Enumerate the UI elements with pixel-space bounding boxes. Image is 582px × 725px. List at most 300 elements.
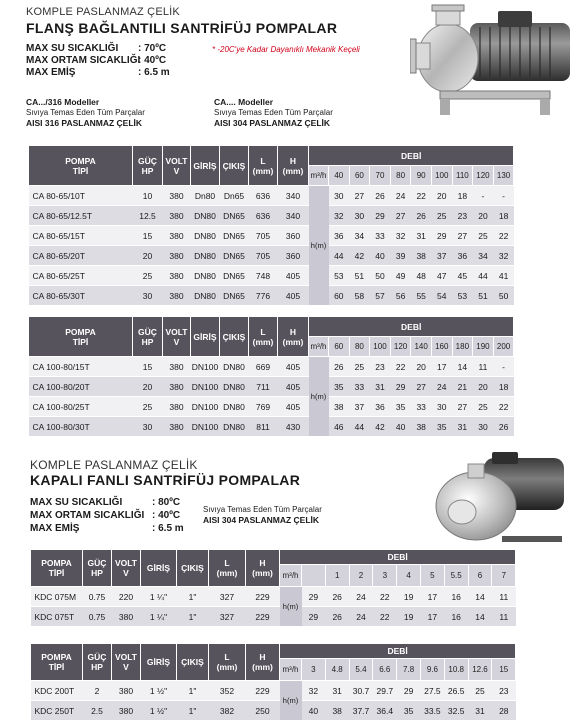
cell-head: 30: [473, 417, 494, 437]
spec-row: MAX SU SICAKLIĞI : 80ºC: [30, 497, 181, 508]
cell-head: 20: [473, 377, 494, 397]
unit-hm: h(m): [309, 357, 329, 437]
cell-head: 17: [420, 607, 444, 627]
flow-header: 80: [390, 166, 411, 186]
cell-out: 1": [177, 607, 209, 627]
cell-head: 42: [349, 246, 370, 266]
cell-head: 54: [431, 286, 452, 306]
cell-head: -: [493, 186, 514, 206]
col-giris: GİRİŞ: [191, 317, 220, 357]
cell-l: 636: [249, 206, 278, 226]
spec-row: MAX ORTAM SICAKLIĞI: 40ºC: [26, 55, 167, 66]
col-guc: GÜÇ HP: [83, 550, 112, 587]
flow-header: 120: [390, 337, 411, 357]
cell-volt: 380: [163, 286, 191, 306]
table-row: [29, 357, 514, 377]
cell-hp: 20: [133, 246, 163, 266]
cell-head: 32: [302, 681, 326, 701]
cell-head: 24: [349, 587, 373, 607]
cell-head: 41: [493, 266, 514, 286]
cell-volt: 380: [163, 417, 191, 437]
col-volt: VOLT V: [112, 644, 141, 681]
cell-head: 34: [349, 226, 370, 246]
cell-head: 20: [473, 206, 494, 226]
cell-head: 22: [390, 357, 411, 377]
cell-name: KDC 075T: [31, 607, 83, 627]
cell-name: KDC 250T: [31, 701, 83, 721]
flow-header: 3: [373, 565, 397, 587]
section1-specs: [26, 43, 170, 79]
flow-header: 140: [411, 337, 432, 357]
cell-head: 50: [370, 266, 391, 286]
cell-out: DN80: [220, 377, 249, 397]
cell-head: 33: [370, 226, 391, 246]
cell-in: DN80: [191, 226, 220, 246]
table-kdc-200-250: [30, 643, 516, 721]
flange-pump-image: [410, 3, 580, 118]
cell-hp: 0.75: [83, 587, 112, 607]
unit-hm: h(m): [280, 587, 302, 627]
cell-hp: 2: [83, 681, 112, 701]
cell-head: 36: [452, 246, 473, 266]
spec-row: MAX EMİŞ : 6.5 m: [26, 67, 170, 78]
col-guc: GÜÇ HP: [83, 644, 112, 681]
cell-out: DN65: [220, 226, 249, 246]
cell-hp: 20: [133, 377, 163, 397]
cell-l: 769: [249, 397, 278, 417]
flow-header: 7.8: [397, 659, 421, 681]
cell-head: 23: [492, 681, 516, 701]
cell-l: 669: [249, 357, 278, 377]
cell-head: 24: [390, 186, 411, 206]
cell-head: 22: [373, 607, 397, 627]
col-cikis: ÇIKIŞ: [220, 146, 249, 186]
cell-head: 17: [431, 357, 452, 377]
cell-head: 25: [431, 206, 452, 226]
cell-head: 20: [411, 357, 432, 377]
cell-head: 51: [473, 286, 494, 306]
col-debi: DEBİ: [309, 146, 514, 166]
cell-head: 46: [329, 417, 350, 437]
cell-head: 35: [329, 377, 350, 397]
cell-head: 32.5: [444, 701, 468, 721]
cell-volt: 220: [112, 587, 141, 607]
col-pompa: POMPA TİPİ: [31, 550, 83, 587]
cell-head: 51: [349, 266, 370, 286]
cell-head: 22: [411, 186, 432, 206]
cell-head: 16: [444, 607, 468, 627]
spec-row: MAX SU SICAKLIĞI : 70ºC: [26, 43, 167, 54]
cell-head: 30: [329, 186, 350, 206]
flow-header: 5.4: [349, 659, 373, 681]
cell-out: 1": [177, 681, 209, 701]
cell-name: CA 80-65/15T: [29, 226, 133, 246]
table-ca-100-80: [28, 316, 514, 437]
cell-in: 1 ¼": [141, 587, 177, 607]
cell-head: 35: [390, 397, 411, 417]
cell-head: 31: [411, 226, 432, 246]
flow-header: 2: [349, 565, 373, 587]
cell-h: 430: [278, 417, 309, 437]
cell-volt: 380: [163, 226, 191, 246]
cell-hp: 25: [133, 397, 163, 417]
table-ca-80-65: [28, 145, 514, 306]
cell-head: 14: [468, 607, 492, 627]
cell-head: 53: [329, 266, 350, 286]
cell-head: 27: [452, 226, 473, 246]
table-row: [31, 587, 516, 607]
col-pompa: POMPA TİPİ: [29, 146, 133, 186]
cell-head: 57: [370, 286, 391, 306]
cell-head: 29: [431, 226, 452, 246]
cell-head: 31: [452, 417, 473, 437]
col-pompa: POMPA TİPİ: [31, 644, 83, 681]
cell-head: 44: [349, 417, 370, 437]
table-row: [29, 266, 514, 286]
unit-m3h: m³/h: [280, 659, 302, 681]
flow-header: 180: [452, 337, 473, 357]
col-giris: GİRİŞ: [141, 644, 177, 681]
cell-head: 50: [493, 286, 514, 306]
flow-header: 90: [411, 166, 432, 186]
section2-title: KAPALI FANLI SANTRİFÜJ POMPALAR: [30, 472, 301, 488]
unit-m3h: m³/h: [280, 565, 302, 587]
flow-header: 60: [329, 337, 350, 357]
table-row: [31, 701, 516, 721]
cell-head: 35: [397, 701, 421, 721]
flow-header: 4.8: [325, 659, 349, 681]
cell-l: 327: [209, 607, 246, 627]
cell-head: 11: [492, 587, 516, 607]
cell-h: 405: [278, 377, 309, 397]
cell-head: 32: [390, 226, 411, 246]
col-guc: GÜÇ HP: [133, 146, 163, 186]
cell-head: 11: [473, 357, 494, 377]
cell-h: 340: [278, 186, 309, 206]
cell-head: 31: [370, 377, 391, 397]
cell-in: DN80: [191, 286, 220, 306]
cell-volt: 380: [112, 681, 141, 701]
cell-in: 1 ½": [141, 701, 177, 721]
cell-h: 229: [246, 607, 280, 627]
cell-head: 33.5: [420, 701, 444, 721]
cell-l: 705: [249, 226, 278, 246]
cell-out: 1": [177, 587, 209, 607]
flow-header: 6.6: [373, 659, 397, 681]
cell-head: 44: [329, 246, 350, 266]
cell-h: 360: [278, 226, 309, 246]
flow-header: 130: [493, 166, 514, 186]
spec-row: MAX ORTAM SICAKLIĞI : 40ºC: [30, 510, 181, 521]
cell-in: DN80: [191, 206, 220, 226]
col-h: H (mm): [246, 644, 280, 681]
col-l: L (mm): [209, 550, 246, 587]
cell-hp: 12.5: [133, 206, 163, 226]
cell-head: 38: [325, 701, 349, 721]
cell-h: 405: [278, 397, 309, 417]
cell-head: 37: [431, 246, 452, 266]
cell-head: 29: [397, 681, 421, 701]
model-block-316: CA.../316 Modeller Sıvıya Temas Eden Tüm Parçalar AISI 316 PASLANMAZ ÇELİK: [26, 97, 145, 128]
cell-head: 26.5: [444, 681, 468, 701]
flow-header: 70: [370, 166, 391, 186]
cell-h: 229: [246, 587, 280, 607]
unit-hm: h(m): [280, 681, 302, 721]
cell-head: 14: [468, 587, 492, 607]
cell-head: -: [473, 186, 494, 206]
cell-head: 60: [329, 286, 350, 306]
flow-header: 3: [302, 659, 326, 681]
cell-head: 23: [370, 357, 391, 377]
col-h: H (mm): [278, 317, 309, 357]
cell-name: CA 80-65/12.5T: [29, 206, 133, 226]
cell-h: 340: [278, 206, 309, 226]
cell-volt: 380: [163, 206, 191, 226]
cell-head: 27: [411, 377, 432, 397]
table-row: [31, 607, 516, 627]
cell-head: 22: [373, 587, 397, 607]
col-volt: VOLT V: [163, 146, 191, 186]
cell-hp: 30: [133, 417, 163, 437]
flow-header: 5.5: [444, 565, 468, 587]
cell-head: 36.4: [373, 701, 397, 721]
model-block-kdc: Sıvıya Temas Eden Tüm Parçalar AISI 304 PASLANMAZ ÇELİK: [203, 505, 322, 525]
cell-volt: 380: [163, 357, 191, 377]
flow-header: 60: [349, 166, 370, 186]
cell-head: -: [493, 357, 514, 377]
cell-h: 250: [246, 701, 280, 721]
table-row: [29, 417, 514, 437]
table-row: [29, 286, 514, 306]
cell-head: 25: [468, 681, 492, 701]
cell-head: 27.5: [420, 681, 444, 701]
col-cikis: ÇIKIŞ: [177, 644, 209, 681]
cell-name: CA 100-80/25T: [29, 397, 133, 417]
col-h: H (mm): [278, 146, 309, 186]
cell-in: DN100: [191, 397, 220, 417]
model-block-304: CA.... Modeller Sıvıya Temas Eden Tüm Parçalar AISI 304 PASLANMAZ ÇELİK: [214, 97, 333, 128]
cell-hp: 15: [133, 226, 163, 246]
flow-header: [302, 565, 326, 587]
col-debi: DEBİ: [309, 317, 514, 337]
cell-hp: 15: [133, 357, 163, 377]
cell-l: 705: [249, 246, 278, 266]
cell-head: 22: [493, 226, 514, 246]
flow-header: 80: [349, 337, 370, 357]
flow-header: 1: [325, 565, 349, 587]
cell-head: 29: [390, 377, 411, 397]
cell-head: 38: [411, 246, 432, 266]
cell-h: 405: [278, 357, 309, 377]
cell-head: 37: [349, 397, 370, 417]
flow-header: 100: [431, 166, 452, 186]
cell-volt: 380: [163, 266, 191, 286]
cell-l: 711: [249, 377, 278, 397]
section2-subtitle: KOMPLE PASLANMAZ ÇELİK: [30, 458, 198, 472]
flow-header: 15: [492, 659, 516, 681]
col-debi: DEBİ: [280, 644, 516, 659]
col-guc: GÜÇ HP: [133, 317, 163, 357]
cell-in: DN80: [191, 246, 220, 266]
cell-head: 40: [370, 246, 391, 266]
cell-head: 17: [420, 587, 444, 607]
cell-head: 33: [411, 397, 432, 417]
cell-in: DN80: [191, 266, 220, 286]
flow-header: 190: [473, 337, 494, 357]
cell-head: 35: [431, 417, 452, 437]
cell-name: CA 80-65/30T: [29, 286, 133, 306]
cell-hp: 2.5: [83, 701, 112, 721]
table-row: [29, 186, 514, 206]
cell-head: 25: [349, 357, 370, 377]
cell-in: 1 ½": [141, 681, 177, 701]
unit-m3h: m³/h: [309, 166, 329, 186]
flow-header: 5: [420, 565, 444, 587]
cell-in: DN100: [191, 357, 220, 377]
cell-head: 18: [493, 377, 514, 397]
cell-in: Dn80: [191, 186, 220, 206]
cell-l: 327: [209, 587, 246, 607]
cell-head: 39: [390, 246, 411, 266]
cell-head: 38: [329, 397, 350, 417]
cell-head: 19: [397, 607, 421, 627]
section2-specs: [30, 496, 184, 535]
cell-head: 31: [325, 681, 349, 701]
flow-header: 40: [329, 166, 350, 186]
cell-head: 32: [329, 206, 350, 226]
col-cikis: ÇIKIŞ: [220, 317, 249, 357]
flow-header: 10.8: [444, 659, 468, 681]
unit-hm: h(m): [309, 186, 329, 306]
spec-row: MAX EMİŞ : 6.5 m: [30, 523, 184, 534]
col-l: L (mm): [249, 146, 278, 186]
cell-name: KDC 075M: [31, 587, 83, 607]
col-giris: GİRİŞ: [141, 550, 177, 587]
flow-header: 7: [492, 565, 516, 587]
cell-head: 24: [349, 607, 373, 627]
cell-out: DN80: [220, 417, 249, 437]
cell-head: 56: [390, 286, 411, 306]
cell-hp: 30: [133, 286, 163, 306]
cell-volt: 380: [112, 701, 141, 721]
cell-in: 1 ¼": [141, 607, 177, 627]
cell-hp: 0.75: [83, 607, 112, 627]
section1-subtitle: KOMPLE PASLANMAZ ÇELİK: [26, 6, 180, 18]
cell-head: 29: [302, 587, 326, 607]
flow-header: 6: [468, 565, 492, 587]
cell-head: 29: [302, 607, 326, 627]
cell-out: DN65: [220, 246, 249, 266]
cell-l: 352: [209, 681, 246, 701]
cell-head: 55: [411, 286, 432, 306]
flow-header: 110: [452, 166, 473, 186]
cell-head: 47: [431, 266, 452, 286]
flow-header: 100: [370, 337, 391, 357]
cell-out: DN80: [220, 397, 249, 417]
cell-volt: 380: [112, 607, 141, 627]
cell-head: 29: [370, 206, 391, 226]
cell-head: 30.7: [349, 681, 373, 701]
cell-head: 16: [444, 587, 468, 607]
cell-head: 33: [349, 377, 370, 397]
cell-out: 1": [177, 701, 209, 721]
col-cikis: ÇIKIŞ: [177, 550, 209, 587]
cell-volt: 380: [163, 377, 191, 397]
cell-l: 811: [249, 417, 278, 437]
cell-h: 405: [278, 266, 309, 286]
cell-head: 32: [493, 246, 514, 266]
table-row: [29, 226, 514, 246]
cell-head: 34: [473, 246, 494, 266]
seal-note: * -20C'ye Kadar Dayanıklı Mekanik Keçeli: [212, 45, 360, 54]
table-row: [29, 206, 514, 226]
closed-fan-pump-image: [432, 450, 572, 545]
cell-head: 20: [431, 186, 452, 206]
table-kdc-075: [30, 549, 516, 627]
cell-out: DN65: [220, 206, 249, 226]
cell-head: 48: [411, 266, 432, 286]
cell-head: 24: [431, 377, 452, 397]
cell-head: 19: [397, 587, 421, 607]
cell-out: DN65: [220, 266, 249, 286]
cell-head: 49: [390, 266, 411, 286]
cell-h: 405: [278, 286, 309, 306]
cell-name: CA 100-80/20T: [29, 377, 133, 397]
col-volt: VOLT V: [112, 550, 141, 587]
section1-title: FLANŞ BAĞLANTILI SANTRİFÜJ POMPALAR: [26, 20, 338, 36]
cell-out: DN65: [220, 286, 249, 306]
cell-name: CA 80-65/20T: [29, 246, 133, 266]
cell-head: 26: [370, 186, 391, 206]
cell-in: DN100: [191, 417, 220, 437]
flow-header: 120: [473, 166, 494, 186]
cell-head: 45: [452, 266, 473, 286]
cell-hp: 25: [133, 266, 163, 286]
cell-l: 748: [249, 266, 278, 286]
cell-head: 27: [452, 397, 473, 417]
cell-name: CA 100-80/30T: [29, 417, 133, 437]
cell-name: CA 80-65/25T: [29, 266, 133, 286]
cell-l: 776: [249, 286, 278, 306]
cell-head: 18: [493, 206, 514, 226]
cell-head: 36: [370, 397, 391, 417]
cell-head: 36: [329, 226, 350, 246]
cell-head: 23: [452, 206, 473, 226]
col-giris: GİRİŞ: [191, 146, 220, 186]
cell-head: 26: [325, 607, 349, 627]
cell-head: 21: [452, 377, 473, 397]
col-l: L (mm): [209, 644, 246, 681]
cell-h: 229: [246, 681, 280, 701]
cell-name: CA 100-80/15T: [29, 357, 133, 377]
cell-h: 360: [278, 246, 309, 266]
cell-head: 25: [473, 226, 494, 246]
cell-head: 58: [349, 286, 370, 306]
col-volt: VOLT V: [163, 317, 191, 357]
flow-header: 160: [431, 337, 452, 357]
cell-head: 18: [452, 186, 473, 206]
cell-head: 26: [411, 206, 432, 226]
cell-name: KDC 200T: [31, 681, 83, 701]
cell-head: 42: [370, 417, 391, 437]
cell-head: 26: [329, 357, 350, 377]
cell-head: 40: [302, 701, 326, 721]
cell-head: 30: [431, 397, 452, 417]
col-debi: DEBİ: [280, 550, 516, 565]
flow-header: 4: [397, 565, 421, 587]
cell-head: 31: [468, 701, 492, 721]
col-pompa: POMPA TİPİ: [29, 317, 133, 357]
